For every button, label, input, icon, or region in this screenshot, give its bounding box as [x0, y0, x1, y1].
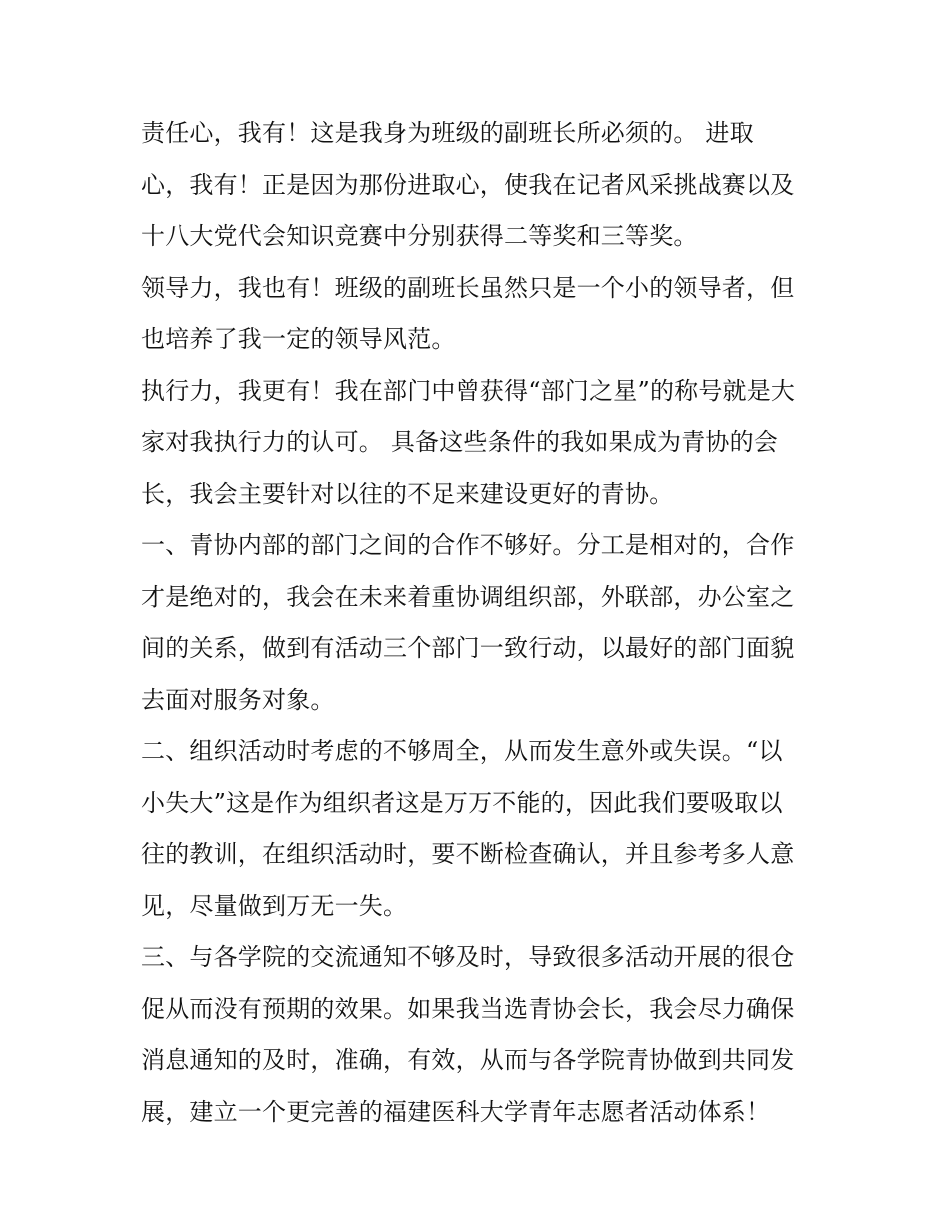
text-line: 责任心，我有！这是我身为班级的副班长所必须的。 进取	[141, 119, 754, 147]
text-line: 消息通知的及时，准确，有效，从而与各学院青协做到共同发	[141, 1046, 795, 1074]
text-line: 往的教训，在组织活动时，要不断检查确认，并且参考多人意	[141, 840, 795, 868]
text-line: 见，尽量做到万无一失。	[141, 891, 408, 920]
text-line: 也培养了我一定的领导风范。	[141, 325, 456, 353]
text-line: 执行力，我更有！我在部门中曾获得“部门之星”的称号就是大	[141, 376, 796, 405]
text-line: 心，我有！正是因为那份进取心，使我在记者风采挑战赛以及	[141, 170, 795, 199]
text-line: 促从而没有预期的效果。如果我当选青协会长，我会尽力确保	[141, 994, 795, 1023]
document-body	[141, 108, 821, 1138]
text-line: 才是绝对的，我会在未来着重协调组织部，外联部，办公室之	[141, 582, 795, 611]
text-line: 展，建立一个更完善的福建医科大学青年志愿者活动体系！	[141, 1097, 771, 1126]
text-line: 小失大”这是作为组织者这是万万不能的，因此我们要吸取以	[141, 788, 783, 817]
text-line: 长，我会主要针对以往的不足来建设更好的青协。	[141, 479, 674, 508]
text-line: 领导力，我也有！班级的副班长虽然只是一个小的领导者，但	[141, 273, 795, 302]
text-line: 十八大党代会知识竞赛中分别获得二等奖和三等奖。	[141, 222, 698, 250]
text-line: 二、组织活动时考虑的不够周全，从而发生意外或失误。“以	[141, 737, 783, 765]
text-line: 家对我执行力的认可。 具备这些条件的我如果成为青协的会	[141, 428, 779, 456]
text-line: 间的关系，做到有活动三个部门一致行动，以最好的部门面貌	[141, 634, 795, 662]
text-line: 一、青协内部的部门之间的合作不够好。分工是相对的，合作	[141, 531, 795, 559]
text-line: 三、与各学院的交流通知不够及时，导致很多活动开展的很仓	[141, 943, 795, 971]
text-line: 去面对服务对象。	[141, 685, 335, 714]
